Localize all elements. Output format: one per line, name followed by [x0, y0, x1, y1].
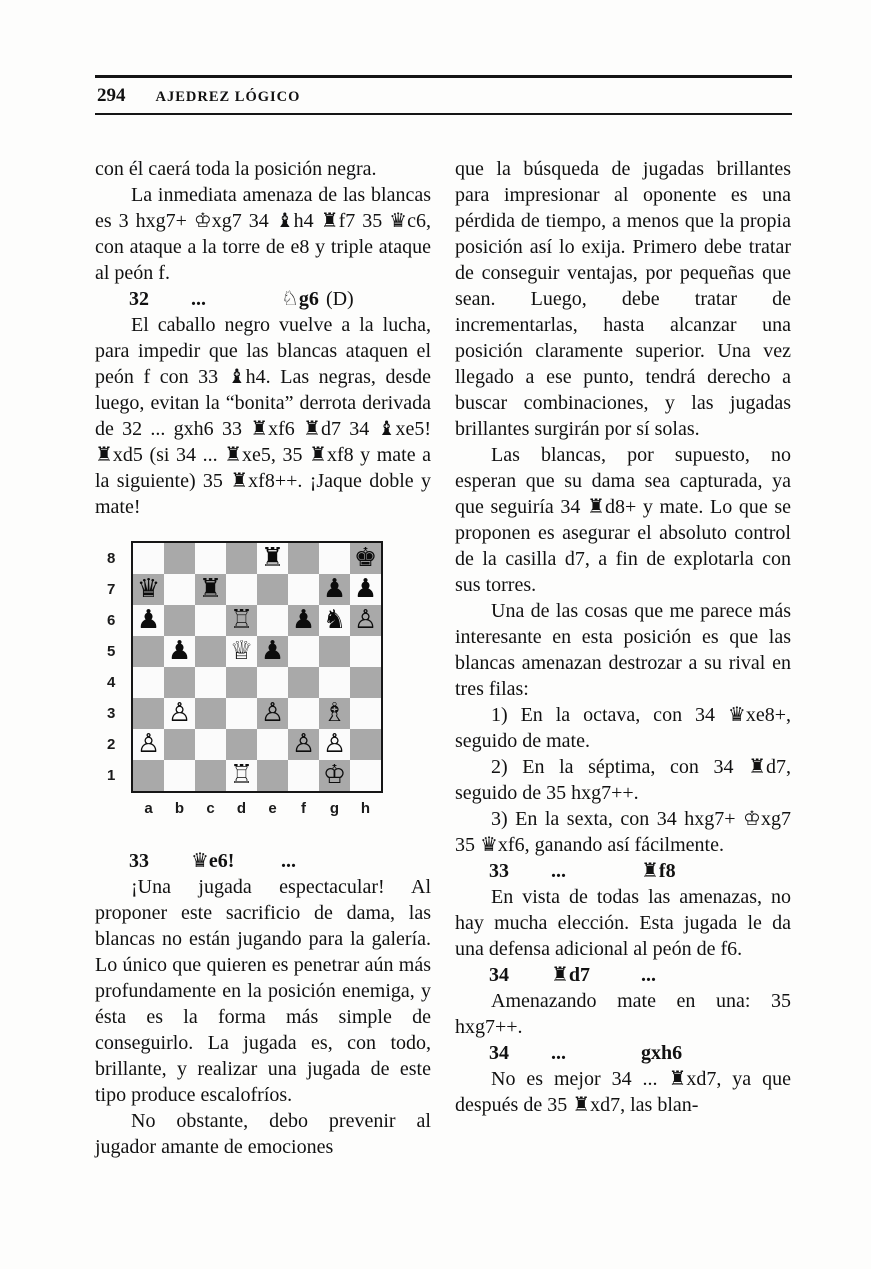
black-piece-icon: ♟: [322, 574, 347, 604]
white-piece-icon: ♙: [260, 698, 285, 728]
board-square: [164, 698, 195, 729]
board-square: [226, 574, 257, 605]
board-square: [288, 760, 319, 791]
file-label: b: [174, 800, 185, 817]
white-piece-icon: ♙: [167, 698, 192, 728]
board-square: [195, 605, 226, 636]
move-line-34-black: [455, 1040, 791, 1066]
white-piece-icon: ♙: [322, 729, 347, 759]
page-number: 294: [97, 85, 126, 106]
rank-label: 5: [107, 643, 116, 660]
board-square: [288, 636, 319, 667]
board-square: [319, 605, 350, 636]
board-square: [133, 729, 164, 760]
white-piece-icon: ♗: [322, 698, 347, 728]
board-square: [288, 543, 319, 574]
board-square: [350, 760, 381, 791]
black-piece-icon: ♚: [353, 543, 378, 573]
white-piece-icon: ♖: [229, 605, 254, 635]
board-square: [133, 574, 164, 605]
board-square: [164, 729, 195, 760]
black-piece-icon: ♜: [198, 574, 223, 604]
chess-diagram: [105, 541, 431, 822]
paragraph: Amenazando mate en una: 35 hxg7++.: [455, 990, 791, 1038]
board-square: [195, 636, 226, 667]
board-square: [226, 698, 257, 729]
rank-label: 3: [107, 705, 116, 722]
board-square: [288, 729, 319, 760]
right-column: [455, 156, 791, 1160]
move-number: 33: [489, 860, 509, 882]
board-square: [319, 760, 350, 791]
list-item-threat-1: 1) En la octava, con 34 ♛xe8+, seguido de mate.: [455, 704, 791, 752]
paragraph: No es mejor 34 ... ♜xd7, ya que después de 35 ♜xd7, las blan-: [455, 1068, 791, 1116]
board-square: [257, 667, 288, 698]
list-item-threat-2: 2) En la séptima, con 34 ♜d7, seguido de 35 hxg7++.: [455, 756, 791, 804]
paragraph: En vista de todas las amenazas, no hay mucha elección. Esta jugada le da una defensa adicional al peón de f6.: [455, 886, 791, 960]
file-labels: [131, 796, 383, 822]
board-square: [226, 605, 257, 636]
move-line-34-white: [455, 962, 791, 988]
file-label: f: [301, 800, 306, 817]
paragraph: No obstante, debo prevenir al jugador amante de emociones: [95, 1110, 431, 1158]
move-ellipsis: ...: [191, 288, 206, 310]
board-square: [257, 698, 288, 729]
board-square: [226, 636, 257, 667]
rank-label: 7: [107, 581, 116, 598]
book-title: AJEDREZ LÓGICO: [155, 89, 301, 105]
board-square: [195, 760, 226, 791]
move-line-33-white: [95, 848, 431, 874]
board-square: [288, 698, 319, 729]
move-ellipsis: ...: [641, 964, 656, 986]
white-piece-icon: ♕: [229, 636, 254, 666]
white-piece-icon: ♔: [322, 760, 347, 790]
move-number: 34: [489, 964, 509, 986]
board-square: [164, 605, 195, 636]
move-notation: ♜d7: [551, 964, 591, 986]
two-column-text: [95, 156, 792, 1160]
board-square: [288, 667, 319, 698]
file-label: h: [360, 800, 371, 817]
board-square: [195, 543, 226, 574]
board-square: [195, 729, 226, 760]
black-piece-icon: ♛: [136, 574, 161, 604]
board-square: [257, 636, 288, 667]
black-piece-icon: ♟: [260, 636, 285, 666]
board-square: [195, 574, 226, 605]
rank-label: 6: [107, 612, 116, 629]
board-square: [319, 698, 350, 729]
black-piece-icon: ♟: [353, 574, 378, 604]
paragraph: Una de las cosas que me parece más interesante en esta posición es que las blancas amenazan destrozar a su rival en tres filas:: [455, 600, 791, 700]
board-square: [226, 760, 257, 791]
file-label: e: [268, 800, 277, 817]
paragraph: Las blancas, por supuesto, no esperan que su dama sea capturada, ya que seguiría 34 ♜d8+ y mate. Lo que se proponen es asegurar el absoluto control de la casilla d7, a fin de explotarla con sus torres.: [455, 444, 791, 596]
file-label: d: [236, 800, 247, 817]
rank-label: 8: [107, 550, 116, 567]
board-square: [350, 605, 381, 636]
board-square: [319, 636, 350, 667]
board-square: [257, 574, 288, 605]
paragraph: ¡Una jugada espectacular! Al proponer este sacrificio de dama, las blancas no están jugando para la galería. Lo único que quieren es penetrar aún más profundamente en la posición enemiga, y ésta es la forma más simple de conseguirlo. La jugada es, con todo, brillante, y realizar una jugada de este tipo produce escalofríos.: [95, 876, 431, 1106]
move-line-32-black: [95, 286, 431, 312]
rank-label: 1: [107, 767, 116, 784]
move-number: 33: [129, 850, 149, 872]
board-square: [133, 760, 164, 791]
board-square: [195, 698, 226, 729]
paragraph: El caballo negro vuelve a la lucha, para impedir que las blancas ataquen el peón f con 33 ♝h4. Las negras, desde luego, evitan la “bonita” derrota derivada de 32 ... gxh6 33 ♜xf6 ♜d7 34 ♝xe5! ♜xd5 (si 34 ... ♜xe5, 35 ♜xf8 y mate a la siguiente) 35 ♜xf8++. ¡Jaque doble y mate!: [95, 314, 431, 518]
file-label: a: [144, 800, 153, 817]
board-square: [350, 543, 381, 574]
paragraph-continuation: que la búsqueda de jugadas brillantes para impresionar al oponente es una pérdida de tiempo, a menos que la propia posición así lo exija. Primero debe tratar de conseguir ventajas, por pequeñas que sean. Luego, debe tratar de incrementarlas, hasta alcanzar una posición claramente superior. Una vez llegado a ese punto, tendrá derecho a buscar combinaciones, y las jugadas brillantes surgirán por sí solas.: [455, 158, 791, 440]
board-square: [350, 698, 381, 729]
black-piece-icon: ♟: [136, 605, 161, 635]
board-square: [319, 667, 350, 698]
board-square: [350, 729, 381, 760]
white-piece-icon: ♖: [229, 760, 254, 790]
move-ellipsis: ...: [551, 1042, 566, 1064]
board-square: [164, 760, 195, 791]
white-piece-icon: ♙: [291, 729, 316, 759]
board-square: [226, 729, 257, 760]
board-square: [164, 543, 195, 574]
black-piece-icon: ♜: [260, 543, 285, 573]
board-square: [133, 698, 164, 729]
board-square: [288, 605, 319, 636]
chess-board: [131, 541, 383, 793]
move-notation: ♜f8: [641, 860, 676, 882]
board-square: [350, 574, 381, 605]
board-square: [164, 636, 195, 667]
board-square: [164, 667, 195, 698]
black-piece-icon: ♟: [167, 636, 192, 666]
diagram-marker: (D): [325, 288, 354, 310]
move-ellipsis: ...: [281, 850, 296, 872]
paragraph: La inmediata amenaza de las blancas es 3 hxg7+ ♔xg7 34 ♝h4 ♜f7 35 ♛c6, con ataque a la torre de e8 y triple ataque al peón f.: [95, 184, 431, 284]
move-notation: ♛e6!: [191, 850, 235, 872]
board-square: [257, 729, 288, 760]
board-square: [350, 636, 381, 667]
board-square: [319, 574, 350, 605]
move-number: 32: [129, 288, 149, 310]
list-item-threat-3: 3) En la sexta, con 34 hxg7+ ♔xg7 35 ♛xf6, ganando así fácilmente.: [455, 808, 791, 856]
board-square: [319, 543, 350, 574]
board-square: [164, 574, 195, 605]
file-label: c: [206, 800, 215, 817]
move-ellipsis: ...: [551, 860, 566, 882]
black-piece-icon: ♞: [322, 605, 347, 635]
left-column: [95, 156, 431, 1160]
board-square: [257, 605, 288, 636]
board-square: [288, 574, 319, 605]
board-square: [226, 667, 257, 698]
black-piece-icon: ♟: [291, 605, 316, 635]
white-piece-icon: ♙: [136, 729, 161, 759]
rank-labels: [105, 541, 131, 793]
move-notation: gxh6: [641, 1042, 683, 1064]
board-square: [133, 667, 164, 698]
board-square: [319, 729, 350, 760]
white-piece-icon: ♙: [353, 605, 378, 635]
board-square: [133, 605, 164, 636]
paragraph-continuation: con él caerá toda la posición negra.: [95, 158, 377, 180]
move-line-33-black: [455, 858, 791, 884]
move-number: 34: [489, 1042, 509, 1064]
board-square: [226, 543, 257, 574]
board-square: [133, 636, 164, 667]
file-label: g: [329, 800, 340, 817]
board-square: [257, 760, 288, 791]
running-header: [95, 75, 792, 115]
board-square: [195, 667, 226, 698]
board-square: [350, 667, 381, 698]
rank-label: 4: [107, 674, 116, 691]
rank-label: 2: [107, 736, 116, 753]
board-square: [133, 543, 164, 574]
board-square: [257, 543, 288, 574]
move-notation: ♘g6: [281, 288, 319, 310]
